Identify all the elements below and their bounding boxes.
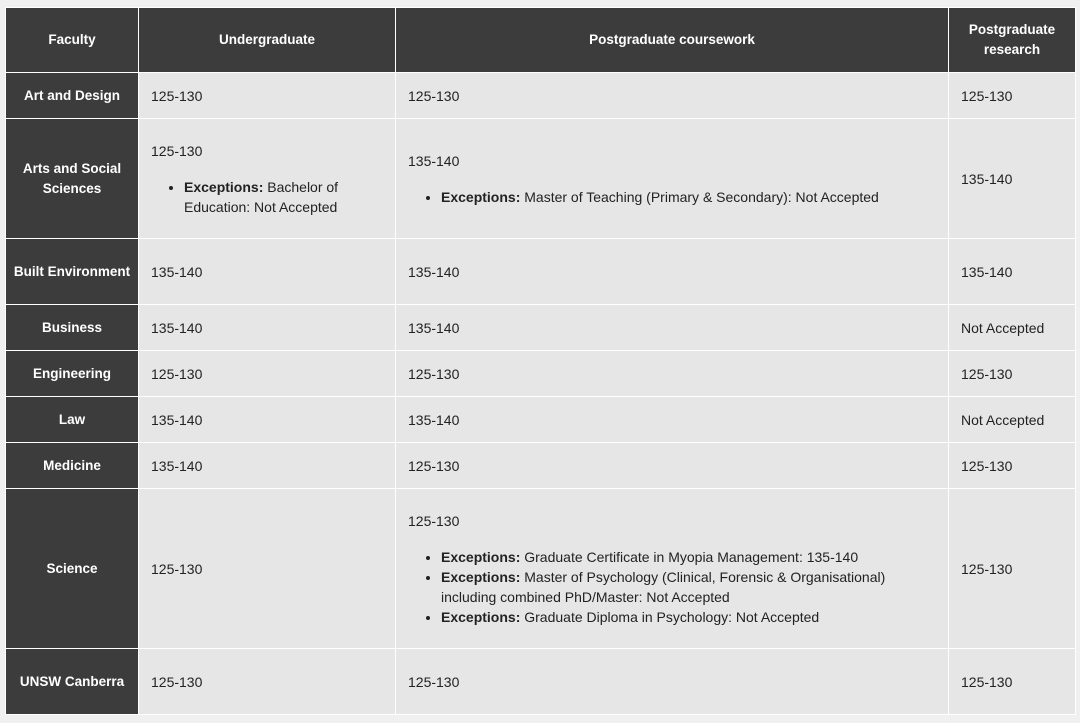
table-header-row <box>6 8 1076 73</box>
table-row <box>6 305 1076 351</box>
exceptions-label: Exceptions: <box>441 568 521 585</box>
pg-research-score: 125-130 <box>949 351 1076 397</box>
header-undergraduate: Undergraduate <box>139 8 396 73</box>
pg-coursework-score: 125-130 <box>396 351 949 397</box>
exception-item <box>441 547 936 567</box>
pg-research-score: 135-140 <box>949 119 1076 239</box>
pg-coursework-cell <box>396 489 949 649</box>
exception-item <box>184 177 383 217</box>
exceptions-list <box>408 547 936 627</box>
pg-research-score: 135-140 <box>949 239 1076 305</box>
table-row <box>6 649 1076 715</box>
header-pg-coursework: Postgraduate coursework <box>396 8 949 73</box>
pg-research-score: 125-130 <box>949 489 1076 649</box>
table-row <box>6 119 1076 239</box>
table-row <box>6 239 1076 305</box>
pg-coursework-score: 135-140 <box>396 397 949 443</box>
faculty-name: Art and Design <box>6 73 139 119</box>
undergraduate-score: 125-130 <box>139 649 396 715</box>
undergraduate-score: 125-130 <box>139 489 396 649</box>
pg-coursework-score: 125-130 <box>396 73 949 119</box>
exception-item <box>441 567 936 607</box>
faculty-name: Arts and Social Sciences <box>6 119 139 239</box>
exceptions-label: Exceptions: <box>441 188 521 205</box>
header-faculty: Faculty <box>6 8 139 73</box>
undergraduate-score: 135-140 <box>139 443 396 489</box>
undergraduate-score: 135-140 <box>139 305 396 351</box>
exceptions-label: Exceptions: <box>441 548 521 565</box>
exception-text: Bachelor of Education: Not Accepted <box>184 178 339 215</box>
exception-text: Graduate Certificate in Myopia Management: 135-140 <box>524 548 859 565</box>
faculty-name: Business <box>6 305 139 351</box>
score-requirements-table <box>5 7 1076 715</box>
header-pg-research: Postgraduate research <box>949 8 1076 73</box>
exceptions-label: Exceptions: <box>441 608 521 625</box>
undergraduate-score: 135-140 <box>139 397 396 443</box>
table-row <box>6 397 1076 443</box>
faculty-name: Medicine <box>6 443 139 489</box>
pg-research-score: 125-130 <box>949 649 1076 715</box>
pg-coursework-score: 125-130 <box>408 512 460 529</box>
undergraduate-score: 125-130 <box>139 351 396 397</box>
pg-research-score: Not Accepted <box>949 397 1076 443</box>
faculty-name: UNSW Canberra <box>6 649 139 715</box>
pg-research-score: 125-130 <box>949 73 1076 119</box>
pg-research-score: 125-130 <box>949 443 1076 489</box>
table-row <box>6 73 1076 119</box>
undergraduate-cell <box>139 119 396 239</box>
table-row <box>6 489 1076 649</box>
faculty-name: Built Environment <box>6 239 139 305</box>
pg-coursework-score: 135-140 <box>396 305 949 351</box>
table-row <box>6 443 1076 489</box>
undergraduate-score: 125-130 <box>151 142 203 159</box>
pg-coursework-score: 135-140 <box>408 152 460 169</box>
exception-text: Master of Teaching (Primary & Secondary): Not Accepted <box>524 188 879 205</box>
undergraduate-score: 125-130 <box>139 73 396 119</box>
exceptions-list <box>151 177 383 217</box>
pg-coursework-score: 135-140 <box>396 239 949 305</box>
table-row <box>6 351 1076 397</box>
pg-research-score: Not Accepted <box>949 305 1076 351</box>
exception-item <box>441 607 936 627</box>
pg-coursework-score: 125-130 <box>396 443 949 489</box>
exceptions-label: Exceptions: <box>184 178 264 195</box>
faculty-name: Law <box>6 397 139 443</box>
exceptions-list <box>408 187 936 207</box>
exception-item <box>441 187 936 207</box>
table-container <box>5 7 1075 715</box>
pg-coursework-score: 125-130 <box>396 649 949 715</box>
exception-text: Master of Psychology (Clinical, Forensic & Organisational) including combined PhD/Master: Not Accepted <box>441 568 886 605</box>
pg-coursework-cell <box>396 119 949 239</box>
faculty-name: Engineering <box>6 351 139 397</box>
faculty-name: Science <box>6 489 139 649</box>
exception-text: Graduate Diploma in Psychology: Not Accepted <box>524 608 820 625</box>
undergraduate-score: 135-140 <box>139 239 396 305</box>
